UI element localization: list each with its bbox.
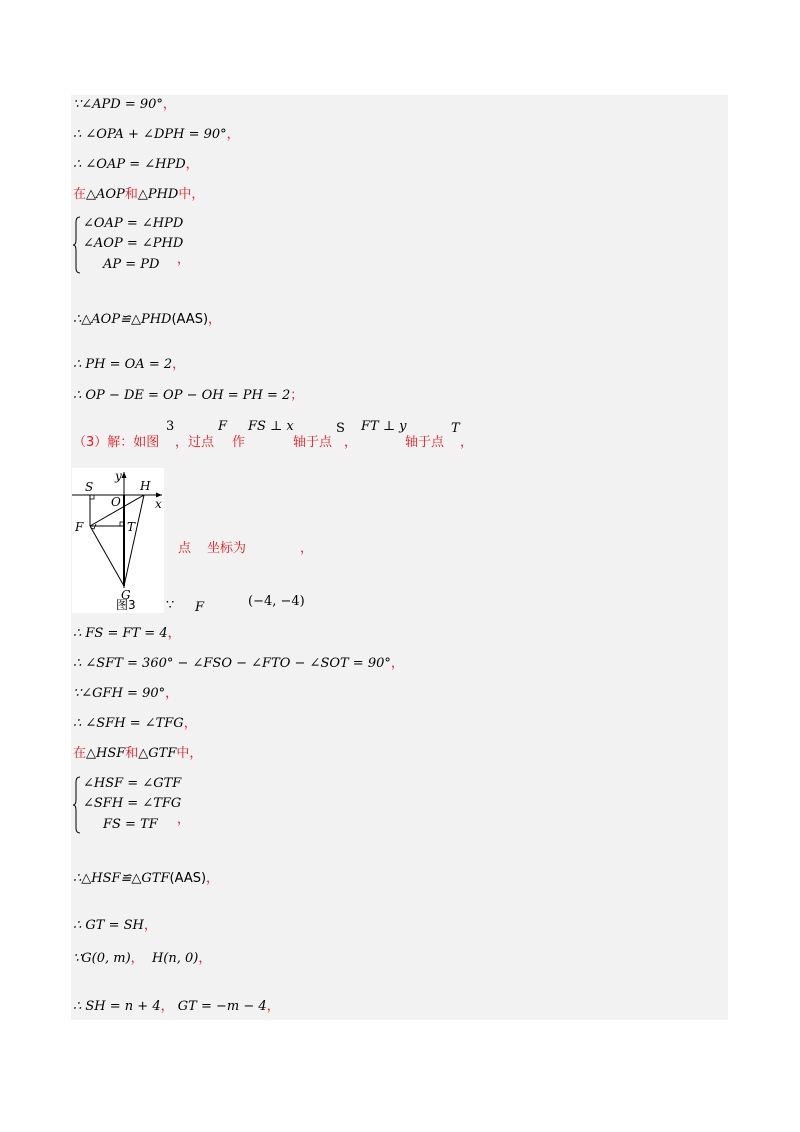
label-f: F: [75, 520, 84, 534]
label-t: T: [127, 520, 136, 534]
label-s: S: [85, 480, 94, 494]
left-brace-icon: [73, 216, 81, 274]
figure-caption: 图3: [116, 598, 136, 612]
system2-row: ∠HSF = ∠GTF: [83, 776, 182, 791]
point-s-label: S: [336, 421, 345, 436]
point-f-label: F: [218, 419, 228, 434]
line-sfh-tfg: ∴ ∠SFH = ∠TFG，: [73, 716, 197, 731]
line-sft-angle: ∴ ∠SFT = 360° − ∠FSO − ∠FTO − ∠SOT = 90°，: [73, 656, 404, 671]
coord-comma: ，: [300, 541, 314, 556]
line-ph-oa: ∴ PH = OA = 2，: [73, 357, 186, 372]
line-opa-dph: ∴ ∠OPA + ∠DPH = 90°，: [73, 127, 240, 142]
system1-row: ∠AOP = ∠PHD: [83, 236, 184, 251]
part3-make: 作: [232, 435, 246, 450]
segment-fg: [90, 526, 124, 586]
part3-axis-point-1: 轴于点: [293, 435, 333, 450]
line-gt-sh: ∴ GT = SH，: [73, 918, 157, 933]
line-oap-hpd: ∴ ∠OAP = ∠HPD，: [73, 157, 199, 172]
ft-perp-y: FT ⊥ y: [361, 419, 407, 434]
part3-through-point: ，过点: [175, 435, 215, 450]
line-congruent-2: ∴△HSF≌△GTF(AAS)，: [73, 871, 220, 886]
right-angle-s: [90, 495, 94, 499]
line-congruent-1: ∴△AOP≌△PHD(AAS)，: [73, 312, 222, 327]
figure-3-diagram: [72, 468, 164, 613]
label-o: O: [111, 495, 121, 509]
part3-axis-point-2: 轴于点: [405, 435, 445, 450]
system1-row: AP = PD: [103, 257, 160, 272]
part3-comma-1: ，: [344, 435, 358, 450]
label-y: y: [115, 469, 122, 483]
line-apd-90: ∵∠APD = 90°，: [73, 97, 176, 112]
coord-point: 点: [178, 541, 192, 556]
point-t-label: T: [451, 421, 460, 436]
system1-row: ∠OAP = ∠HPD: [83, 216, 184, 231]
fs-perp-x: FS ⊥ x: [248, 419, 294, 434]
system2-comma: ，: [177, 812, 191, 827]
line-fs-ft: ∴ FS = FT = 4，: [73, 626, 181, 641]
label-h: H: [140, 479, 151, 493]
part3-comma-2: ，: [460, 435, 474, 450]
figure-number: 3: [166, 419, 175, 434]
segment-hg: [124, 495, 144, 586]
line-gfh-90: ∵∠GFH = 90°，: [73, 686, 179, 701]
line-triangles-1: 在△AOP和△PHD中，: [73, 187, 205, 202]
figure-3: [72, 468, 164, 613]
coord-f-label: F: [195, 600, 205, 615]
because-symbol: ∵: [166, 598, 175, 613]
coord-is: 坐标为: [207, 541, 247, 556]
y-axis-arrow: [122, 472, 127, 478]
coord-f-value: (−4, −4): [248, 594, 305, 609]
line-op-de: ∴ OP − DE = OP − OH = PH = 2；: [73, 388, 304, 403]
line-sh-gt: ∴ SH = n + 4， GT = −m − 4，: [73, 999, 280, 1014]
equation-system-1: [73, 216, 273, 278]
line-triangles-2: 在△HSF和△GTF中，: [73, 746, 203, 761]
left-brace-icon: [73, 776, 81, 834]
label-g: G: [121, 588, 131, 602]
label-x: x: [155, 497, 162, 511]
equation-system-2: [73, 776, 273, 838]
line-g-h-coords: ∵G(0, m)， H(n, 0)，: [73, 951, 212, 966]
system1-comma: ，: [177, 252, 191, 267]
part3-intro: （3）解：如图: [73, 435, 160, 450]
system2-row: FS = TF: [103, 817, 158, 832]
system2-row: ∠SFH = ∠TFG: [83, 796, 182, 811]
